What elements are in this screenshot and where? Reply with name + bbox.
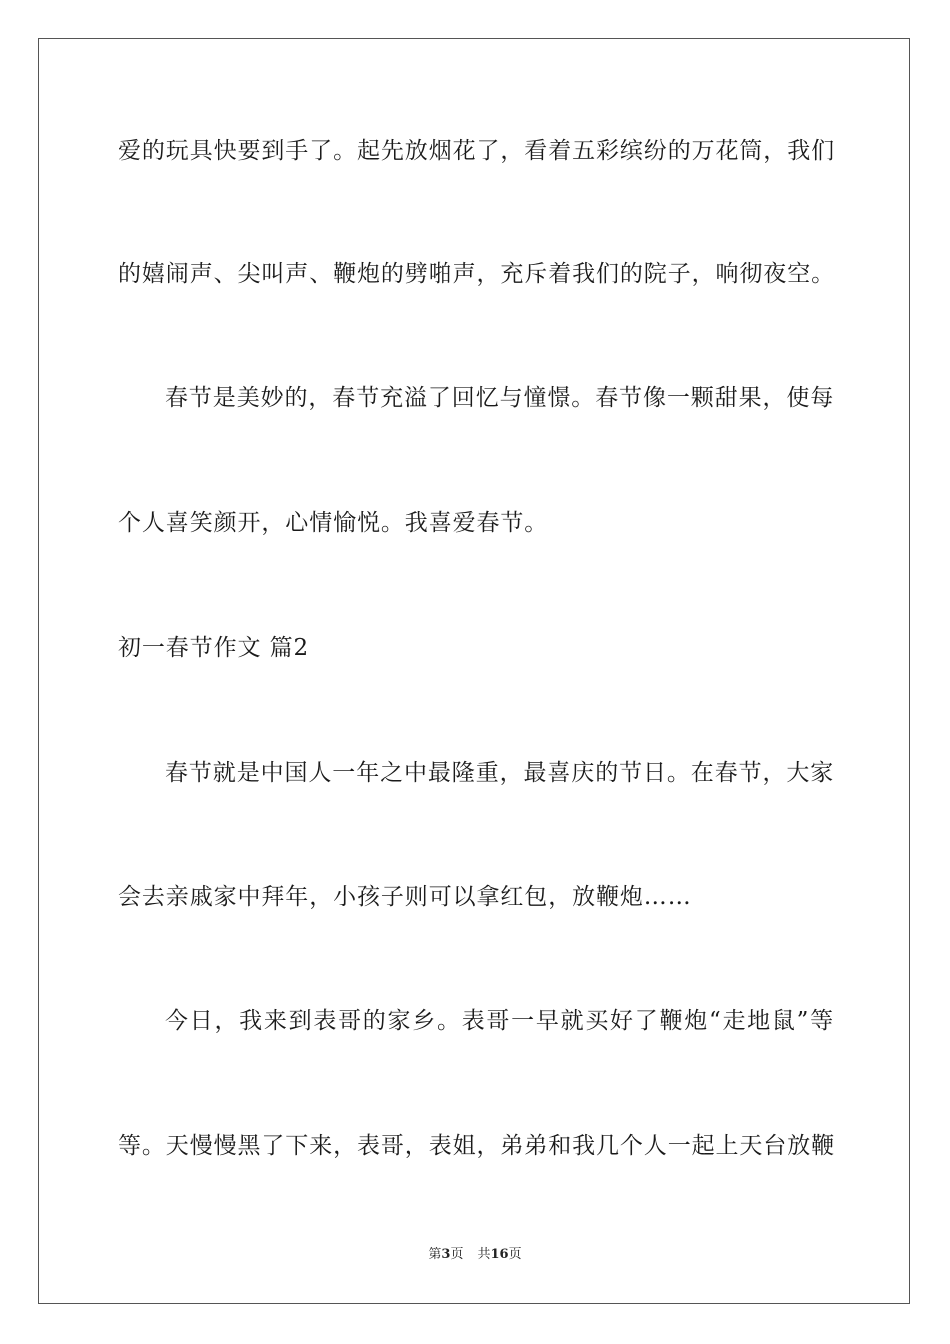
paragraph-line: 的嬉闹声、尖叫声、鞭炮的劈啪声，充斥着我们的院子，响彻夜空。 bbox=[118, 261, 835, 287]
current-page-number: 3 bbox=[441, 1247, 451, 1262]
paragraph-line: 爱的玩具快要到手了。起先放烟花了，看着五彩缤纷的万花筒，我们 bbox=[118, 138, 835, 164]
paragraph-line: 会去亲戚家中拜年，小孩子则可以拿红包，放鞭炮…… bbox=[118, 884, 692, 910]
total-page-count: 16 bbox=[490, 1247, 509, 1262]
page-border bbox=[38, 38, 910, 1304]
total-pages-prefix: 共 bbox=[477, 1247, 491, 1262]
section-heading: 初一春节作文 篇2 bbox=[118, 635, 310, 661]
paragraph-line: 个人喜笑颜开，心情愉悦。我喜爱春节。 bbox=[118, 510, 549, 536]
paragraph-line: 等。天慢慢黑了下来，表哥，表姐，弟弟和我几个人一起上天台放鞭 bbox=[118, 1133, 835, 1159]
paragraph-line: 春节就是中国人一年之中最隆重，最喜庆的节日。在春节，大家 bbox=[165, 760, 835, 786]
page-number-prefix: 第 bbox=[428, 1247, 442, 1262]
page-footer bbox=[0, 1246, 950, 1264]
paragraph-line: 春节是美妙的，春节充溢了回忆与憧憬。春节像一颗甜果，使每 bbox=[165, 385, 835, 411]
total-pages-suffix: 页 bbox=[508, 1247, 522, 1262]
paragraph-line: 今日，我来到表哥的家乡。表哥一早就买好了鞭炮“走地鼠”等 bbox=[165, 1008, 834, 1034]
page-number-suffix: 页 bbox=[450, 1247, 464, 1262]
